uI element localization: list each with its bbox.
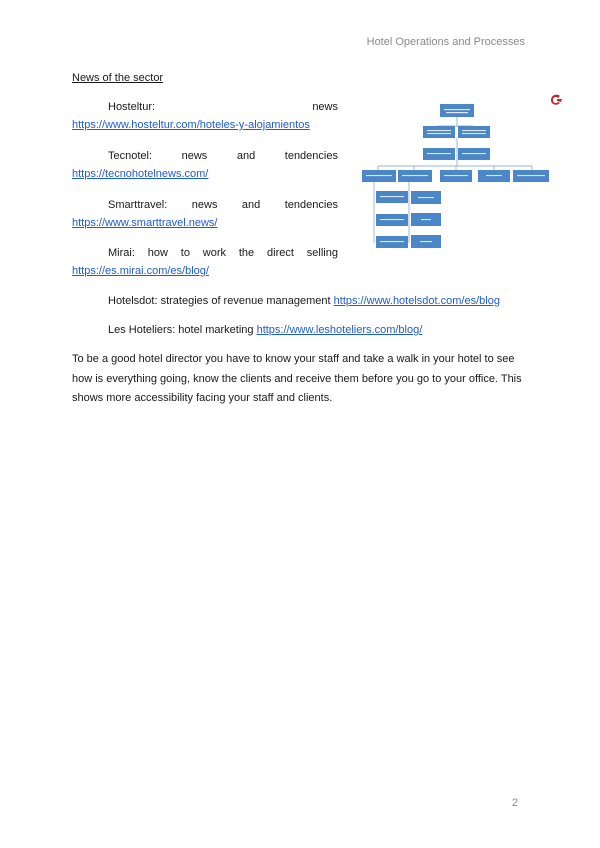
hosteltur-link[interactable]: https://www.hosteltur.com/hoteles-y-alojamientos: [72, 119, 310, 131]
brand-logo-icon: [549, 93, 563, 107]
entry-description: Hotelsdot: strategies of revenue management: [108, 295, 334, 307]
news-entry-hotelsdot: [108, 292, 500, 310]
page-number: 2: [511, 797, 518, 809]
body-paragraph: To be a good hotel director you have to know your staff and take a walk in your hotel to see how is everything going, know the clients and receive them before you go to your office. This shows more accessibility facing your staff and clients.: [72, 353, 522, 404]
smarttravel-link[interactable]: https://www.smarttravel.news/: [72, 217, 218, 229]
entry-description: Smarttravel: news and tendencies: [108, 199, 338, 211]
news-entry-smarttravel: [72, 196, 338, 232]
entry-description: Hosteltur: news: [108, 101, 338, 113]
tecnotel-link[interactable]: https://tecnohotelnews.com/: [72, 168, 209, 180]
leshoteliers-link[interactable]: https://www.leshoteliers.com/blog/: [256, 324, 423, 336]
news-entry-leshoteliers: [108, 321, 422, 339]
news-entry-mirai: [72, 244, 338, 280]
news-entry-tecnotel: [72, 147, 338, 183]
org-chart-image: [360, 98, 550, 254]
org-chart-graphic: [360, 98, 550, 254]
section-title: News of the sector: [72, 72, 164, 84]
entry-description: Mirai: how to work the direct selling: [108, 247, 338, 259]
entry-description: Tecnotel: news and tendencies: [108, 150, 338, 162]
mirai-link[interactable]: https://es.mirai.com/es/blog/: [72, 265, 209, 277]
running-header: Hotel Operations and Processes: [366, 36, 525, 48]
hotelsdot-link[interactable]: https://www.hotelsdot.com/es/blog: [333, 295, 500, 307]
news-entry-hosteltur: [72, 98, 338, 134]
entry-description: Les Hoteliers: hotel marketing: [108, 324, 257, 336]
